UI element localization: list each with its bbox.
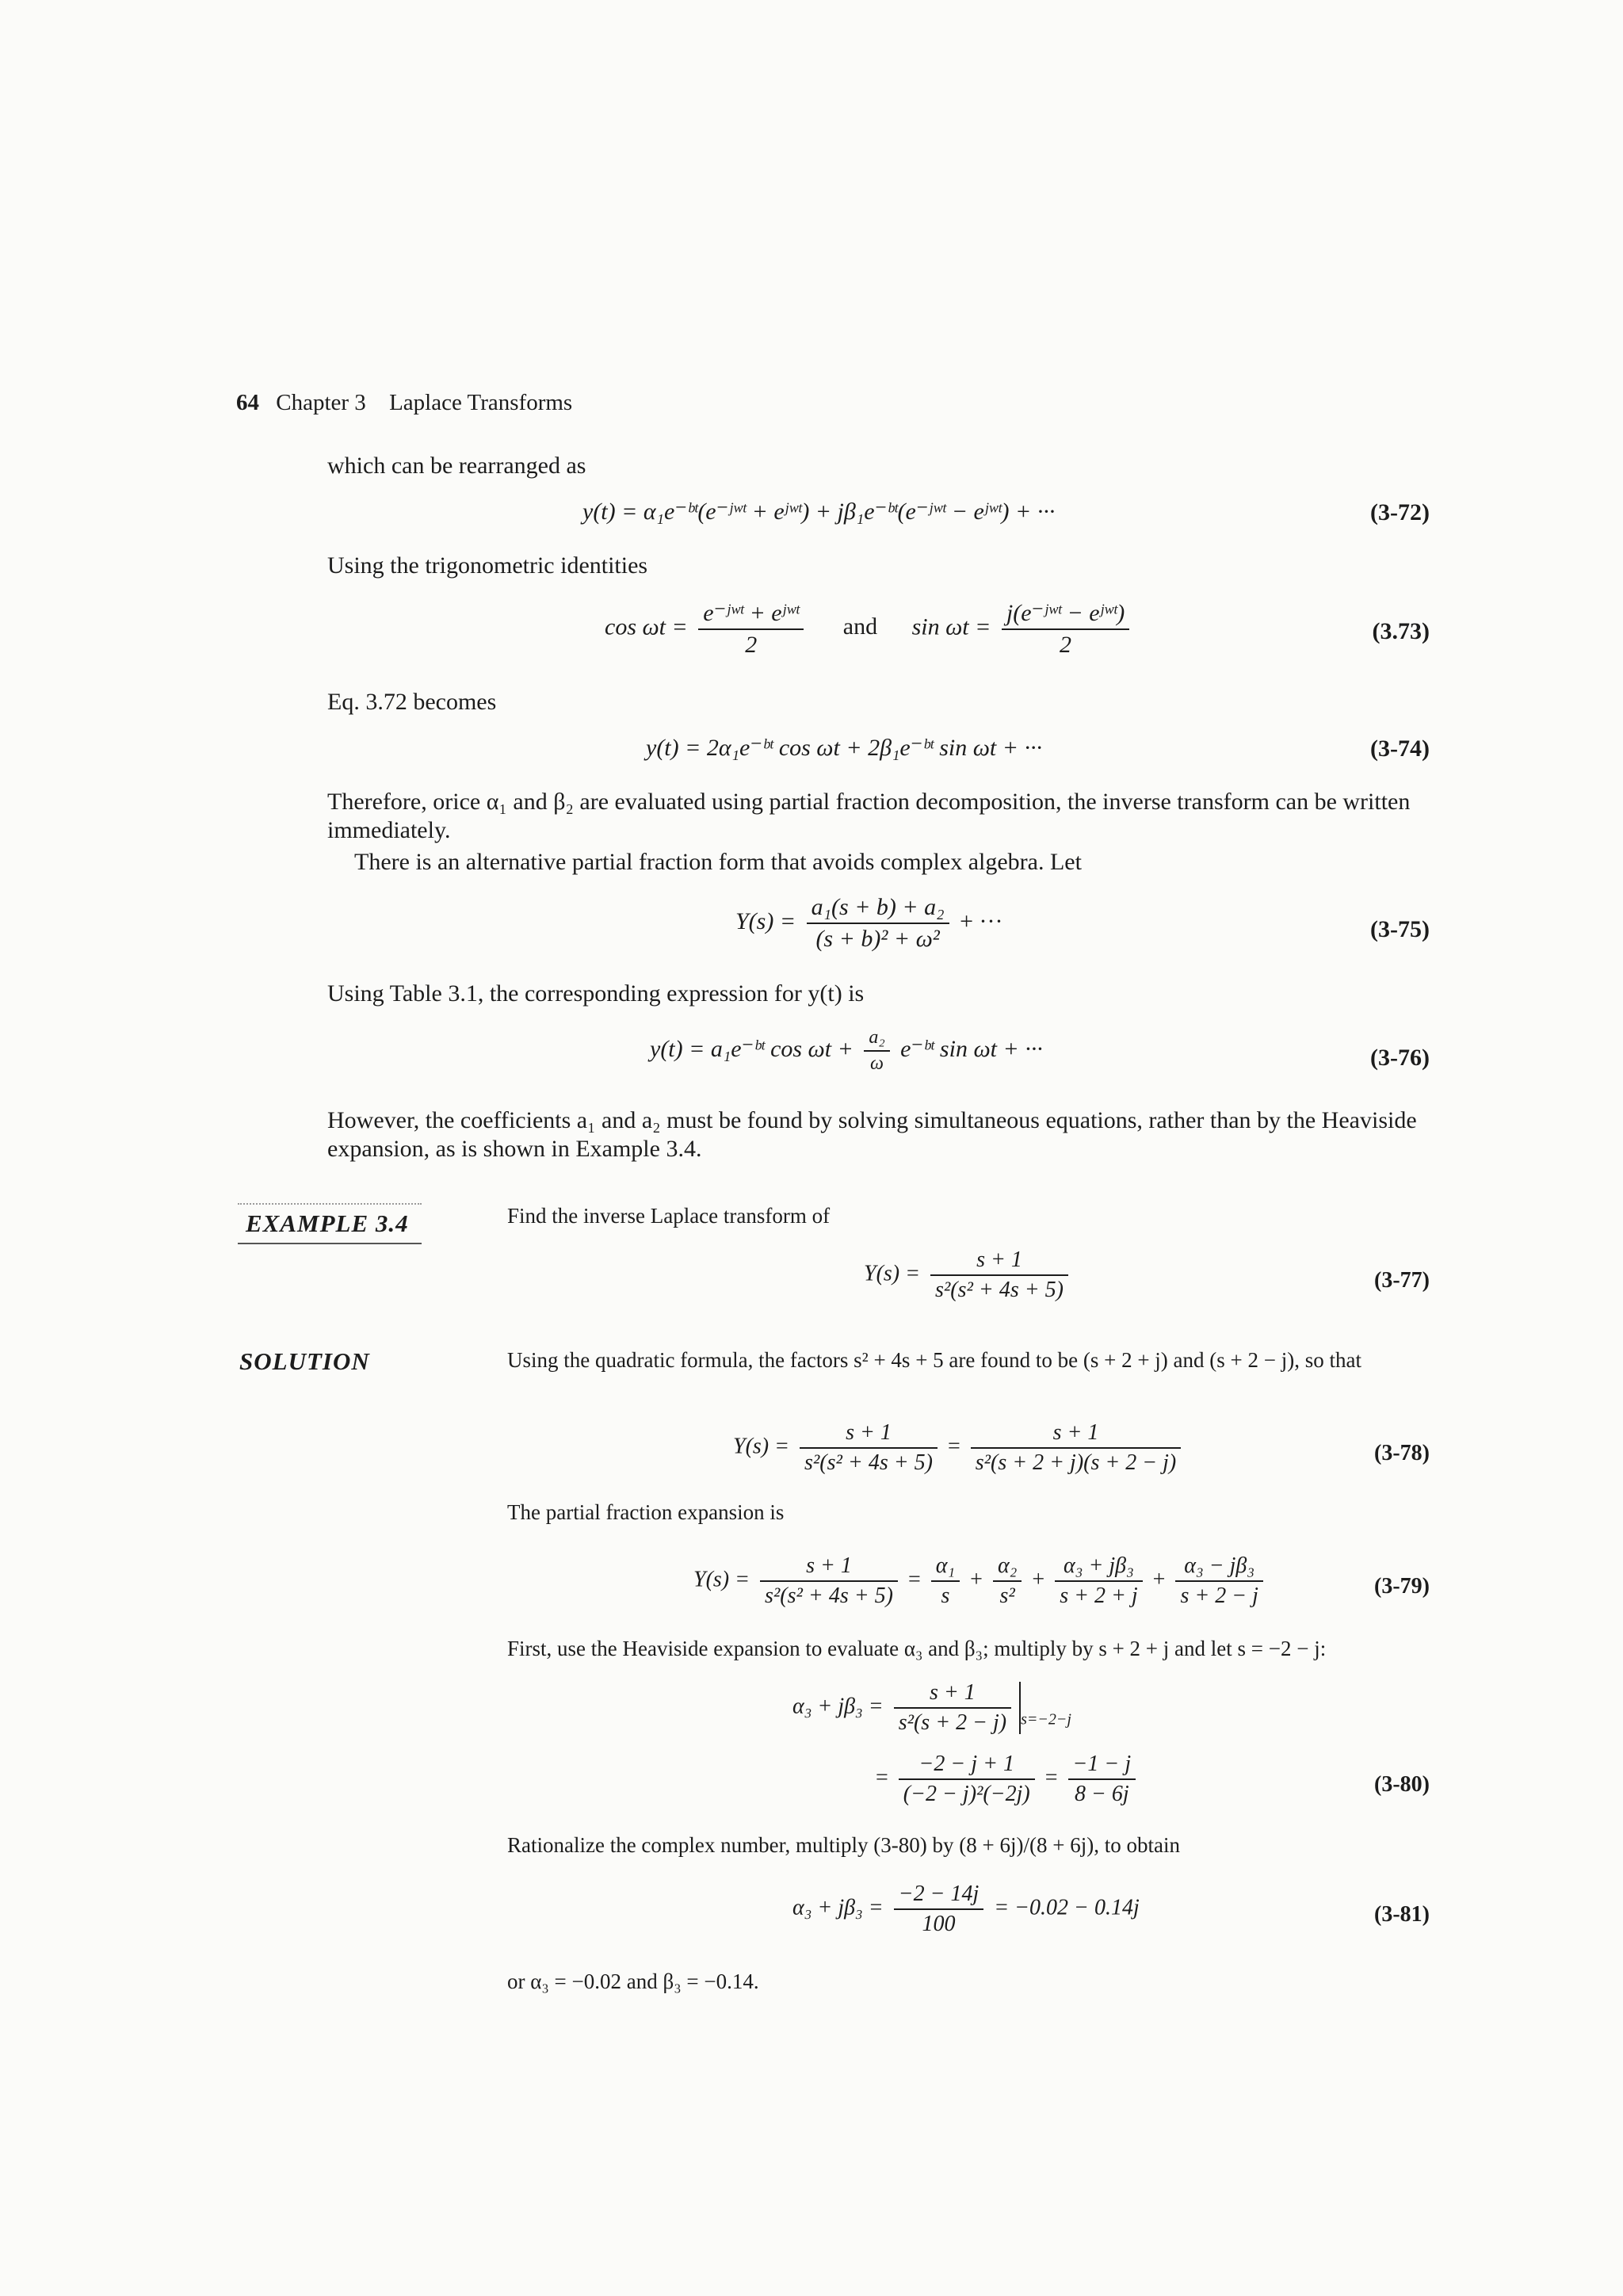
equation-3-76: y(t) = a₁e⁻ᵇᵗ cos ωt + $\frac{\text{a₂}}{\omega}$ e⁻ᵇᵗ sin ωt + ··· (650, 1027, 1043, 1074)
equation-3-72: y(t) = α₁e⁻ᵇᵗ(e⁻ʲʷᵗ + eʲʷᵗ) + jβ₁e⁻ᵇᵗ(e⁻ʲʷᵗ − eʲʷᵗ) + ··· (582, 499, 1056, 525)
page-number: 64 (236, 390, 259, 415)
equation-3-80-line1: α₃ + jβ₃ = $\frac{s + 1}{\text{s²(s + 2 − j)}}$ $_{s=-2-j}$ (792, 1680, 1071, 1735)
equation-3-80-line2: = $\frac{-2 - j + 1}{\text{(−2 − j)²(−2j)}}$ = $\frac{-1 - j}{8 - 6j}$ (876, 1752, 1140, 1807)
fraction: $\frac{s + 1}{\text{s²(s² + 4s + 5)}}$ (800, 1420, 938, 1476)
fraction: $\frac{s + 1}{\text{s²(s + 2 + j)(s + 2 − j)}}$ (971, 1420, 1182, 1476)
fraction: $\frac{\text{e⁻ʲʷᵗ + eʲʷᵗ}}{2}$ (698, 599, 804, 659)
example-heading: EXAMPLE 3.4 (238, 1203, 422, 1244)
equation-number: (3-76) (1370, 1045, 1430, 1071)
equation-3-79: Y(s) = $\frac{s + 1}{\text{s²(s² + 4s + 5)}}$ = $\frac{\text{α₁}}{s}$ + $\frac{\text{α₂}}{\text{s²}}$ + $\frac{\text{α₃ + jβ₃}}{s + 2 + j}$ + $\frac{\text{α₃ − jβ₃}}{s + 2 - j}$ (693, 1553, 1268, 1609)
fraction: $\frac{\text{j(e⁻ʲʷᵗ − eʲʷᵗ)}}{2}$ (1002, 599, 1129, 659)
paragraph: Using Table 3.1, the corresponding expression for y(t) is (327, 980, 865, 1007)
fraction: $\frac{-2 - 14j}{100}$ (894, 1881, 984, 1937)
cos-lhs: cos ωt = (605, 613, 688, 640)
paragraph: Therefore, orice α₁ and β₂ are evaluated using partial fraction decomposition, the inverse transform can be written immediately. (327, 789, 1411, 843)
solution-paragraph: or α₃ = −0.02 and β₃ = −0.14. (507, 1969, 759, 1993)
fraction: $\frac{s + 1}{\text{s²(s² + 4s + 5)}}$ (930, 1247, 1068, 1303)
example-prompt: Find the inverse Laplace transform of (507, 1204, 831, 1228)
evaluation-point: s=−2−j (1021, 1710, 1071, 1729)
equation-number: (3-81) (1374, 1902, 1430, 1927)
equation-3-75: Y(s) = $\frac{\text{a₁(s + b) + a₂}}{\text{(s + b)² + ω²}}$ + ··· (735, 894, 1003, 952)
equation-number: (3-74) (1370, 735, 1430, 762)
paragraph: However, the coefficients a₁ and a₂ must be found by solving simultaneous equations, rather than by the Heaviside expansion, as is shown in Example 3.4. (327, 1107, 1417, 1162)
solution-heading: SOLUTION (239, 1347, 370, 1375)
chapter-label: Chapter 3 (276, 390, 366, 415)
paragraph: There is an alternative partial fraction form that avoids complex algebra. Let (354, 849, 1082, 875)
equation-3-74: y(t) = 2α₁e⁻ᵇᵗ cos ωt + 2β₁e⁻ᵇᵗ sin ωt + ··· (646, 735, 1042, 761)
sin-lhs: sin ωt = (911, 613, 991, 640)
fraction: $\frac{\text{a₂}}{\omega}$ (864, 1027, 889, 1075)
fraction: $\frac{s + 1}{\text{s²(s + 2 − j)}}$ (894, 1680, 1011, 1736)
equation-number: (3-77) (1374, 1268, 1430, 1293)
fraction: $\frac{\text{α₂}}{\text{s²}}$ (993, 1553, 1022, 1609)
fraction: $\frac{\text{α₃ − jβ₃}}{s + 2 - j}$ (1175, 1553, 1262, 1609)
equation-number: (3.73) (1372, 618, 1430, 644)
solution-paragraph: The partial fraction expansion is (507, 1500, 785, 1524)
running-header (236, 390, 572, 416)
solution-paragraph: Using the quadratic formula, the factors s² + 4s + 5 are found to be (s + 2 + j) and (s + 2 − j), so that (507, 1348, 1361, 1372)
fraction: $\frac{-2 - j + 1}{\text{(−2 − j)²(−2j)}}$ (899, 1752, 1035, 1807)
paragraph: which can be rearranged as (327, 453, 586, 479)
paragraph: Eq. 3.72 becomes (327, 689, 497, 715)
equation-3-77: Y(s) = $\frac{s + 1}{\text{s²(s² + 4s + 5)}}$ (864, 1247, 1073, 1303)
equation-number: (3-75) (1370, 916, 1430, 942)
equation-3-78: Y(s) = $\frac{s + 1}{\text{s²(s² + 4s + 5)}}$ = $\frac{s + 1}{\text{s²(s + 2 + j)(s + 2 − j)}}$ (733, 1420, 1186, 1476)
equation-3-81: α₃ + jβ₃ = $\frac{-2 - 14j}{100}$ = −0.02 − 0.14j (792, 1881, 1140, 1936)
fraction: $\frac{\text{α₃ + jβ₃}}{s + 2 + j}$ (1055, 1553, 1142, 1609)
equation-number: (3-79) (1374, 1574, 1430, 1599)
solution-paragraph: First, use the Heaviside expansion to evaluate α₃ and β₃; multiply by s + 2 + j and let s = −2 − j: (507, 1637, 1327, 1660)
chapter-title: Laplace Transforms (389, 390, 573, 415)
fraction: $\frac{\text{a₁(s + b) + a₂}}{\text{(s + b)² + ω²}}$ (807, 894, 949, 953)
equation-3-73 (605, 599, 1134, 659)
fraction: $\frac{s + 1}{\text{s²(s² + 4s + 5)}}$ (760, 1553, 898, 1609)
equation-number: (3-80) (1374, 1772, 1430, 1797)
equation-number: (3-78) (1374, 1441, 1430, 1465)
and-word: and (842, 613, 878, 640)
paragraph: Using the trigonometric identities (327, 552, 648, 579)
fraction: $\frac{-1 - j}{8 - 6j}$ (1068, 1752, 1136, 1807)
fraction: $\frac{\text{α₁}}{s}$ (931, 1553, 960, 1609)
solution-paragraph: Rationalize the complex number, multiply (3-80) by (8 + 6j)/(8 + 6j), to obtain (507, 1833, 1180, 1857)
equation-number: (3-72) (1370, 499, 1430, 525)
